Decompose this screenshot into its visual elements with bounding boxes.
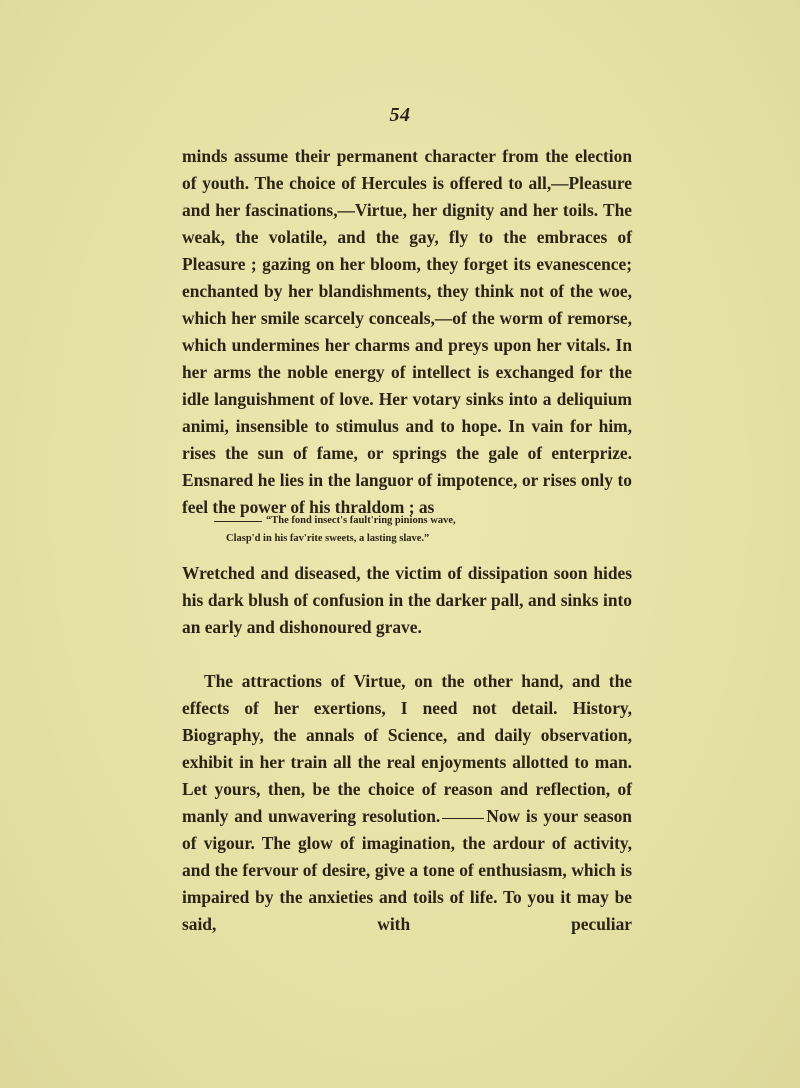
paragraph-3-part-1: The attractions of Virtue, on the other hand, and the effects of her exertions, I need not detail. History, Biography, the annals of Science, and daily observation, exhibit in her train all the real enjoyments allotted to man. Let yours, then, be the choice of reason and reflection, of manly and unwavering resolution. bbox=[182, 671, 632, 826]
long-dash-divider bbox=[442, 818, 484, 819]
verse-line-2: Clasp'd in his fav'rite sweets, a lasting slave.” bbox=[226, 533, 430, 544]
verse-line-1: “The fond insect's fault'ring pinions wave, bbox=[214, 512, 614, 530]
page-number: 54 bbox=[389, 104, 411, 126]
verse-quote bbox=[214, 512, 614, 548]
paragraph-3 bbox=[182, 668, 632, 938]
paragraph-3-part-2: Now is your season of vigour. The glow of imagination, the ardour of activity, and the fervour of desire, give a tone of enthusiasm, which is impaired by the anxieties and toils of life. To you it may be said, with peculiar bbox=[182, 806, 632, 934]
paragraph-1: minds assume their permanent character from the election of youth. The choice of Hercules is offered to all,—Pleasure and her fascinations,—Virtue, her dignity and her toils. The weak, the volatile, and the gay, fly to the embraces of Pleasure ; gazing on her bloom, they forget its evanescence; enchanted by her blandishments, they think not of the woe, which her smile scarcely conceals,—of the worm of remorse, which undermines her charms and preys upon her vitals. In her arms the noble energy of intellect is exchanged for the idle languishment of love. Her votary sinks into a deliquium animi, insensible to stimulus and to hope. In vain for him, rises the sun of fame, or springs the gale of enterprize. Ensnared he lies in the languor of impotence, or rises only to feel the power of his thraldom ; as bbox=[182, 146, 632, 517]
paragraph-2: Wretched and diseased, the victim of dissipation soon hides his dark blush of confusion in the darker pall, and sinks into an early and dishonoured grave. bbox=[182, 563, 632, 637]
